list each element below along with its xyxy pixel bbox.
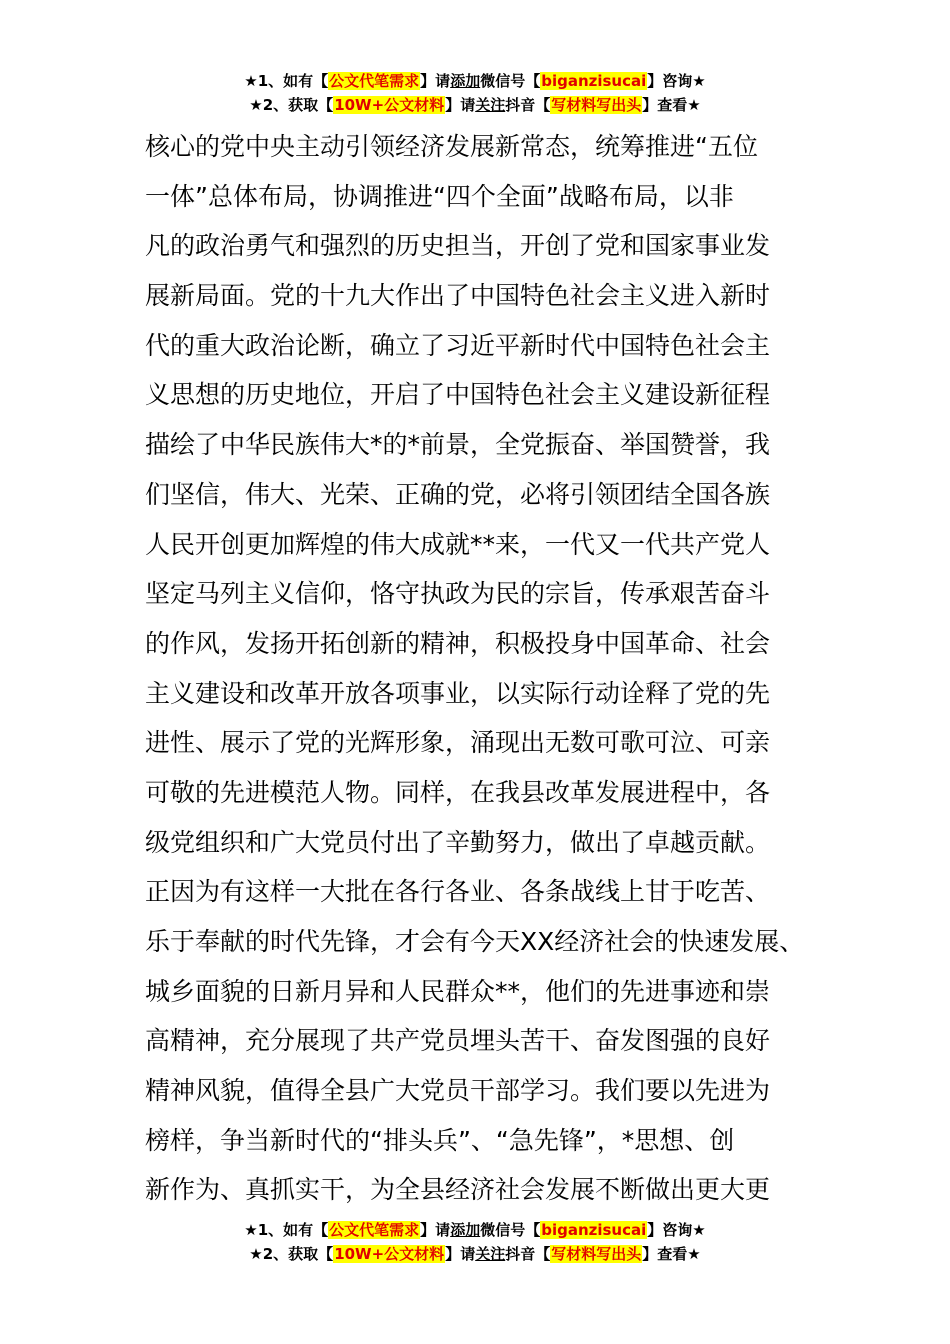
douyin-account: 写材料写出头 (551, 96, 642, 114)
banner-line-1 (0, 1218, 950, 1242)
body-line: 代的重大政治论断，确立了习近平新时代中国特色社会主 (145, 330, 771, 360)
header-banner (0, 69, 950, 117)
body-line: 主义建设和改革开放各项事业，以实际行动诠释了党的先 (145, 678, 771, 708)
banner-text: 抖音【 (505, 96, 551, 114)
banner-text: 】请 (420, 72, 451, 90)
body-line: 正因为有这样一大批在各行各业、各条战线上甘于吃苦、 (145, 877, 771, 907)
banner-text: ★1、如有【 (244, 72, 329, 90)
banner-text: 】查看★ (642, 96, 701, 114)
body-line: 人民开创更加辉煌的伟大成就**来，一代又一代共产党人 (145, 529, 771, 559)
body-line: 进性、展示了党的光辉形象，涌现出无数可歌可泣、可亲 (145, 728, 771, 758)
banner-line-2 (0, 1242, 950, 1266)
body-line: 新作为、真抓实干，为全县经济社会发展不断做出更大更 (145, 1175, 771, 1205)
body-line: 榜样，争当新时代的“排头兵”、“急先锋”，*思想、创 (145, 1125, 735, 1155)
underlined-text: 添加 (450, 1221, 481, 1239)
banner-text: ★1、如有【 (244, 1221, 329, 1239)
body-line: 们坚信，伟大、光荣、正确的党，必将引领团结全国各族 (145, 479, 771, 509)
body-line: 展新局面。党的十九大作出了中国特色社会主义进入新时 (145, 281, 771, 311)
wechat-id: biganzisucai (541, 72, 647, 90)
douyin-account: 写材料写出头 (551, 1245, 642, 1263)
highlight-text: 10W+公文材料 (334, 96, 445, 114)
body-line: 核心的党中央主动引领经济发展新常态，统筹推进“五位 (145, 132, 758, 161)
body-line: 凡的政治勇气和强烈的历史担当，开创了党和国家事业发 (145, 231, 771, 261)
body-line: 的作风，发扬开拓创新的精神，积极投身中国革命、社会 (145, 628, 771, 658)
body-line: 精神风貌，值得全县广大党员干部学习。我们要以先进为 (145, 1076, 771, 1106)
banner-text: 微信号【 (480, 1221, 541, 1239)
footer-banner (0, 1218, 950, 1266)
banner-text: ★2、获取【 (249, 1245, 334, 1263)
wechat-id: biganzisucai (541, 1221, 647, 1239)
underlined-text: 添加 (450, 72, 481, 90)
body-line: 高精神，充分展现了共产党员埋头苦干、奋发图强的良好 (145, 1026, 771, 1056)
banner-text: 】请 (445, 1245, 476, 1263)
body-line: 描绘了中华民族伟大*的*前景，全党振奋、举国赞誉，我 (145, 430, 771, 460)
body-line: 可敬的先进模范人物。同样，在我县改革发展进程中，各 (145, 777, 771, 807)
banner-text: 】请 (445, 96, 476, 114)
highlight-text: 10W+公文材料 (334, 1245, 445, 1263)
banner-text: 】咨询★ (647, 72, 706, 90)
body-line: 一体”总体布局，协调推进“四个全面”战略布局，以非 (145, 181, 734, 211)
body-line: 级党组织和广大党员付出了辛勤努力，做出了卓越贡献。 (145, 827, 771, 857)
banner-text: 】咨询★ (647, 1221, 706, 1239)
document-body (145, 122, 825, 1215)
banner-text: 】请 (420, 1221, 451, 1239)
banner-line-1 (0, 69, 950, 93)
body-line: 城乡面貌的日新月异和人民群众**，他们的先进事迹和崇 (145, 976, 771, 1006)
body-line: 坚定马列主义信仰，恪守执政为民的宗旨，传承艰苦奋斗 (145, 579, 771, 609)
underlined-text: 关注 (475, 1245, 506, 1263)
banner-text: ★2、获取【 (249, 96, 334, 114)
body-line: 义思想的历史地位，开启了中国特色社会主义建设新征程 (145, 380, 771, 410)
banner-text: 抖音【 (505, 1245, 551, 1263)
underlined-text: 关注 (475, 96, 506, 114)
highlight-text: 公文代笔需求 (329, 1221, 420, 1239)
banner-line-2 (0, 93, 950, 117)
body-line: 乐于奉献的时代先锋，才会有今天XX经济社会的快速发展、 (145, 927, 805, 956)
banner-text: 】查看★ (642, 1245, 701, 1263)
highlight-text: 公文代笔需求 (329, 72, 420, 90)
banner-text: 微信号【 (480, 72, 541, 90)
